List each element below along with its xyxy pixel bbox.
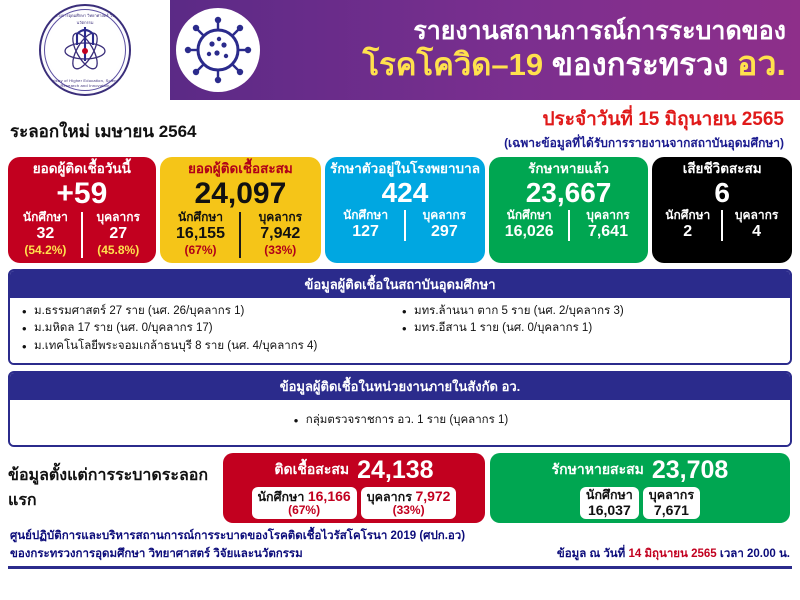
footer-data-time: เวลา 20.00 น. (716, 547, 790, 560)
bottom-infected-student-pct: (67%) (288, 503, 321, 518)
card-recovered-value: 23,667 (525, 176, 612, 208)
card-recovered-staff-value: 7,641 (587, 222, 628, 240)
wave-label: ระลอกใหม่ เมษายน 2564 (10, 122, 197, 141)
card-deaths-staff (724, 208, 789, 241)
footer (0, 523, 800, 563)
date-block (197, 104, 790, 153)
card-today-split (11, 210, 153, 257)
stat-cards (0, 155, 800, 263)
bottom-recovered-value: 23,708 (651, 455, 729, 484)
card-total-split (163, 210, 319, 257)
card-recovered-title: รักษาหายแล้ว (528, 161, 609, 176)
card-deaths-staff-value: 4 (752, 222, 762, 240)
card-recovered-staff (571, 208, 646, 241)
bottom-recovered-staff-value: 7,671 (653, 502, 689, 519)
panel-agencies-body (10, 400, 790, 445)
card-hospital-staff (407, 208, 482, 241)
bottom-recovered-staff-label: บุคลากร (648, 487, 695, 502)
card-today-student-value: 32 (36, 224, 55, 242)
divider (568, 210, 570, 241)
footer-line1: ศูนย์ปฏิบัติการและบริหารสถานการณ์การระบาดของโรคติดเชื้อไวรัสโคโรนา 2019 (ศปก.อว) (10, 530, 466, 543)
header-banner (170, 0, 800, 100)
card-total-cases (160, 157, 322, 263)
card-today-cases (8, 157, 156, 263)
footer-source (10, 528, 557, 563)
divider (239, 212, 241, 257)
bottom-infected-label: ติดเชื้อสะสม (274, 461, 350, 478)
report-date-note: (เฉพาะข้อมูลที่ได้รับการรายงานจากสถาบันอุดมศึกษา) (504, 136, 784, 150)
card-recovered-split (492, 208, 646, 241)
bottom-summary (0, 447, 800, 523)
card-hospital-student-value: 127 (352, 222, 379, 240)
card-recovered-student-value: 16,026 (504, 222, 554, 240)
list-item: • ม.มหิดล 17 ราย (นศ. 0/บุคลากร 17) (20, 320, 400, 338)
header-title (272, 17, 786, 83)
bottom-recovered-student (580, 487, 639, 519)
card-total-staff-value: 7,942 (260, 224, 301, 242)
header-title-line1: รายงานสถานการณ์การระบาดของ (413, 16, 786, 45)
card-total-student (163, 210, 239, 257)
card-hospital-value: 424 (381, 176, 429, 208)
card-hospital-staff-value: 297 (431, 222, 458, 240)
card-hospital-student (328, 208, 403, 241)
card-today-student (11, 210, 80, 257)
bottom-infected-student-value: 16,166 (307, 487, 351, 504)
card-hospital-split (328, 208, 482, 241)
list-item: • ม.ธรรมศาสตร์ 27 ราย (นศ. 26/บุคลากร 1) (20, 303, 400, 321)
list-item: • กลุ่มตรวจราชการ อว. 1 ราย (บุคลากร 1) (292, 412, 508, 430)
list-item: • ม.เทคโนโลยีพระจอมเกล้าธนบุรี 8 ราย (นศ. 4/บุคลากร 4) (20, 338, 400, 356)
bottom-card-infected (223, 453, 485, 523)
card-total-title: ยอดผู้ติดเชื้อสะสม (188, 161, 293, 176)
bottom-summary-label: ข้อมูลตั้งแต่การระบาดระลอกแรก (8, 467, 209, 510)
card-today-staff-pct: (45.8%) (97, 243, 140, 258)
logo-bottom-label: Ministry of Higher Education, Science, Research and Innovation (47, 78, 123, 88)
report-date: ประจำวันที่ 15 มิถุนายน 2565 (542, 109, 784, 130)
panel-institutions-body (10, 298, 790, 363)
footer-data-date: 14 มิถุนายน 2565 (628, 547, 717, 560)
card-deaths-student-value: 2 (683, 222, 693, 240)
header (0, 0, 800, 100)
divider (81, 212, 83, 257)
card-deaths-staff-label: บุคลากร (734, 208, 779, 223)
bottom-infected-staff (361, 487, 457, 519)
panel-institutions (8, 269, 792, 365)
footer-data-prefix: ข้อมูล ณ วันที่ (556, 547, 629, 560)
card-today-student-label: นักศึกษา (22, 210, 68, 225)
virus-icon (176, 8, 260, 92)
header-title-line2 (272, 45, 786, 83)
card-recovered-student-label: นักศึกษา (506, 208, 552, 223)
bottom-infected-staff-label: บุคลากร (366, 489, 412, 504)
bottom-infected-value: 24,138 (357, 455, 434, 484)
institutions-left-column (20, 303, 400, 356)
header-title-ministry: อว. (737, 44, 786, 83)
card-today-title: ยอดผู้ติดเชื้อวันนี้ (32, 161, 131, 176)
card-total-staff-pct: (33%) (264, 243, 297, 258)
card-hospital-staff-label: บุคลากร (422, 208, 467, 223)
divider (404, 210, 406, 241)
card-recovered (489, 157, 649, 263)
card-hospital-title: รักษาตัวอยู่ในโรงพยาบาล (329, 161, 480, 176)
card-recovered-staff-label: บุคลากร (586, 208, 630, 223)
card-total-student-pct: (67%) (184, 243, 217, 258)
footer-line2: ของกระทรวงการอุดมศึกษา วิทยาศาสตร์ วิจัยและนวัตกรรม (10, 547, 303, 560)
card-recovered-student (492, 208, 567, 241)
card-deaths-split (655, 208, 789, 241)
header-title-of: ของกระทรวง (551, 46, 729, 82)
list-item: • มทร.อีสาน 1 ราย (นศ. 0/บุคลากร 1) (400, 320, 780, 338)
card-total-value: 24,097 (194, 176, 287, 210)
bottom-card-recovered (490, 453, 790, 523)
list-item: • มทร.ล้านนา ตาก 5 ราย (นศ. 2/บุคลากร 3) (400, 303, 780, 321)
bottom-recovered-student-value: 16,037 (587, 502, 631, 519)
card-total-student-value: 16,155 (176, 224, 225, 242)
card-total-staff (242, 210, 318, 257)
divider (721, 210, 723, 241)
card-today-staff-value: 27 (109, 224, 128, 242)
card-today-staff-label: บุคลากร (96, 210, 140, 225)
card-today-value: +59 (56, 176, 108, 210)
ministry-logo-wrap (0, 0, 170, 100)
bottom-infected-student-label: นักศึกษา (257, 489, 305, 504)
card-in-hospital (325, 157, 485, 263)
bottom-recovered-label: รักษาหายสะสม (551, 461, 644, 478)
footer-rule (8, 566, 792, 569)
institutions-right-column (400, 303, 780, 356)
panel-institutions-title: ข้อมูลผู้ติดเชื้อในสถาบันอุดมศึกษา (10, 271, 790, 298)
bottom-infected-staff-pct: (33%) (392, 503, 425, 518)
card-deaths-student (655, 208, 720, 241)
card-today-student-pct: (54.2%) (24, 243, 67, 258)
bottom-infected-student (252, 487, 357, 519)
logo-top-label: กระทรวงการอุดมศึกษา วิทยาศาสตร์ วิจัยและนวัตกรรม (46, 13, 124, 25)
panel-agencies-title: ข้อมูลผู้ติดเชื้อในหน่วยงานภายในสังกัด อว. (10, 373, 790, 400)
ministry-logo (39, 4, 131, 96)
trident-atom-icon (58, 21, 112, 80)
card-deaths-value: 6 (714, 176, 730, 208)
bottom-recovered-student-label: นักศึกษา (585, 487, 633, 502)
card-today-staff (84, 210, 153, 257)
header-title-disease: โรคโควิด–19 (362, 46, 544, 82)
card-deaths-title: เสียชีวิตสะสม (682, 161, 762, 176)
card-total-student-label: นักศึกษา (178, 210, 223, 225)
card-hospital-student-label: นักศึกษา (343, 208, 389, 223)
card-deaths (652, 157, 792, 263)
bottom-infected-staff-value: 7,972 (415, 487, 451, 504)
bottom-recovered-staff (643, 487, 700, 519)
card-deaths-student-label: นักศึกษา (665, 208, 711, 223)
panel-agencies (8, 371, 792, 447)
subheader (0, 100, 800, 155)
card-total-staff-label: บุคลากร (258, 210, 303, 225)
footer-data-timestamp (557, 545, 790, 563)
